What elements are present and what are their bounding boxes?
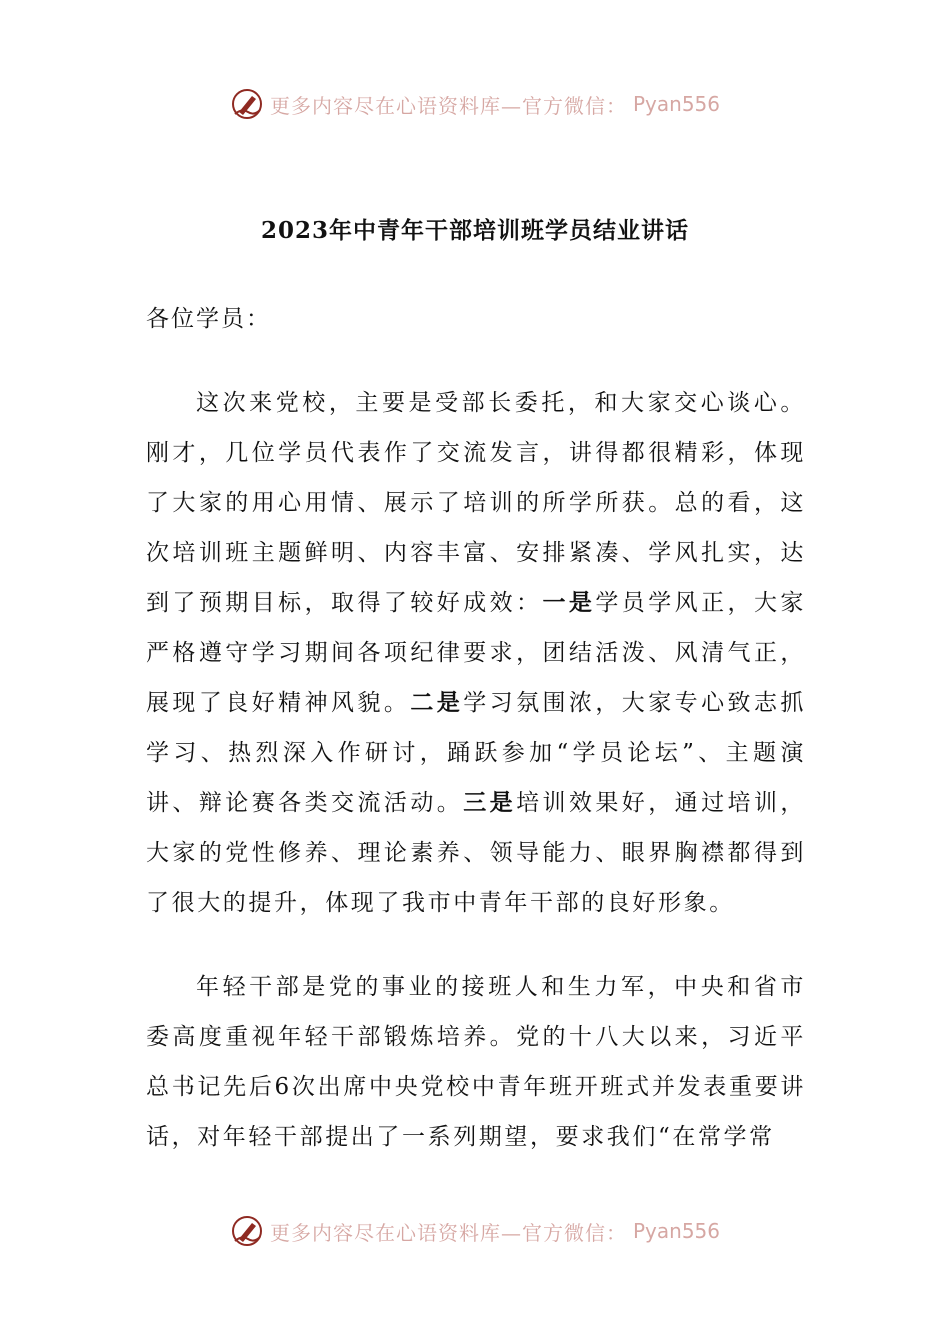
watermark-banner-bottom: [0, 1211, 950, 1251]
watermark-wechat-id: Pyan556: [632, 1219, 720, 1243]
watermark-banner-top: [0, 84, 950, 124]
point-three-label: 三是: [463, 789, 517, 816]
paragraph-intro: 这次来党校，主要是受部长委托，和大家交心谈心。刚才，几位学员代表作了交流发言，讲得都很精彩，体现了大家的用心用情、展示了培训的所学所获。总的看，这次培训班主题鲜明、内容丰富、安排紧凑、学风扎实，达到了预期目标，取得了较好成效：: [146, 390, 806, 616]
document-title: 2023年中青年干部培训班学员结业讲话: [260, 217, 689, 244]
point-one-label: 一是: [542, 589, 596, 616]
salutation: 各位学员：: [146, 306, 271, 332]
point-one-text: 学员学风正，大家严格遵守学习期间各项纪律要求，团结活泼、风清气正，展现了良好精神风貌。: [146, 590, 807, 716]
point-two-text: 学习氛围浓，大家专心致志抓学习、热烈深入作研讨，踊跃参加“学员论坛”、主题演讲、辩论赛各类交流活动。: [146, 690, 806, 816]
paragraph-achievements: [146, 378, 806, 928]
point-two-label: 二是: [410, 689, 464, 716]
watermark-text: 更多内容尽在心语资料库—官方微信：: [269, 1220, 627, 1245]
paragraph-young-cadres: 年轻干部是党的事业的接班人和生力军，中央和省市委高度重视年轻干部锻炼培养。党的十八大以来，习近平总书记先后6次出席中央党校中青年班开班式并发表重要讲话，对年轻干部提出了一系列期望，要求我们“在常学常: [146, 974, 806, 1150]
pen-logo-icon: [230, 1214, 264, 1248]
watermark-wechat-id: Pyan556: [632, 92, 720, 116]
watermark-text: 更多内容尽在心语资料库—官方微信：: [269, 93, 627, 118]
point-three-text: 培训效果好，通过培训，大家的党性修养、理论素养、领导能力、眼界胸襟都得到了很大的提升，体现了我市中青年干部的良好形象。: [146, 790, 807, 916]
pen-logo-icon: [230, 87, 264, 121]
